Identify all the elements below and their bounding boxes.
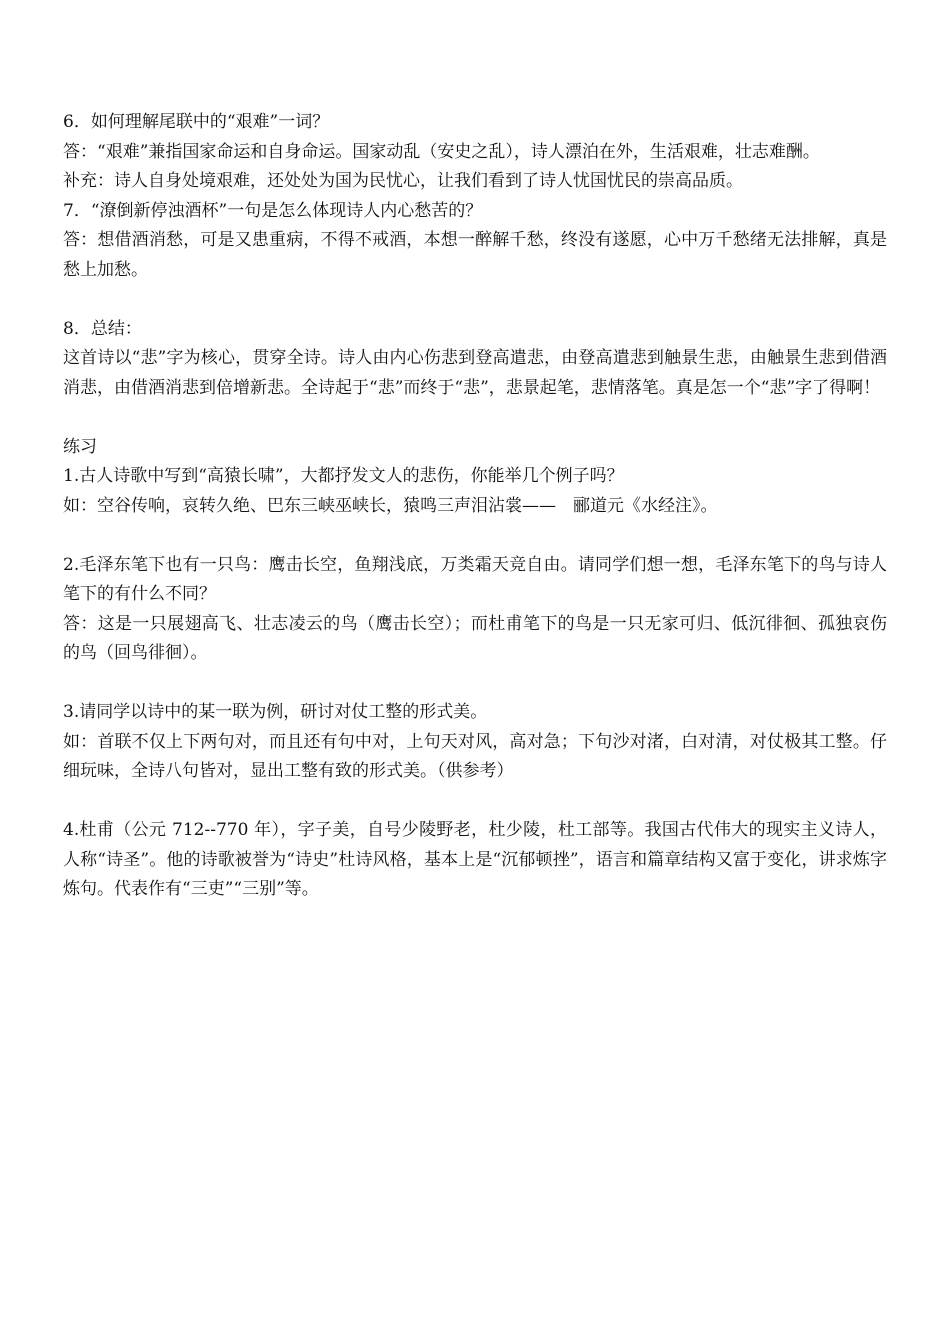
practice-heading: 练习 bbox=[63, 436, 97, 457]
answer-7: 答：想借酒消愁，可是又患重病，不得不戒酒，本想一醉解千愁，终没有遂愿，心中万千愁绪无法排解，真是愁上加愁。 bbox=[63, 230, 887, 280]
spacer bbox=[63, 403, 887, 433]
document-page bbox=[63, 108, 887, 905]
exercise-2-question: 2.毛泽东笔下也有一只鸟：鹰击长空，鱼翔浅底，万类霜天竞自由。请同学们想一想，毛泽东笔下的鸟与诗人笔下的有什么不同？ bbox=[63, 554, 887, 604]
exercise-3-question: 3.请同学以诗中的某一联为例，研讨对仗工整的形式美。 bbox=[63, 702, 488, 722]
summary-heading: 8．总结： bbox=[63, 318, 142, 339]
question-6: 6．如何理解尾联中的“艰难”一词？ bbox=[63, 112, 330, 132]
supplement-6: 补充：诗人自身处境艰难，还处处为国为民忧心，让我们看到了诗人忧国忧民的崇高品质。 bbox=[63, 171, 743, 191]
question-7: 7．“潦倒新停浊酒杯”一句是怎么体现诗人内心愁苦的？ bbox=[63, 200, 483, 221]
spacer bbox=[63, 285, 887, 315]
exercise-1-answer: 如：空谷传响，哀转久绝、巴东三峡巫峡长，猿鸣三声泪沾裳—— 郦道元《水经注》。 bbox=[63, 495, 718, 516]
exercise-1-question: 1.古人诗歌中写到“高猿长啸”，大都抒发文人的悲伤，你能举几个例子吗？ bbox=[63, 466, 624, 486]
spacer bbox=[63, 787, 887, 817]
exercise-3-answer: 如：首联不仅上下两句对，而且还有句中对，上句天对风，高对急；下句沙对渚，白对清，对仗极其工整。仔细玩味，全诗八句皆对，显出工整有致的形式美。（供参考） bbox=[63, 731, 887, 781]
spacer bbox=[63, 669, 887, 699]
exercise-4-text: 4.杜甫（公元 712--770 年），字子美，自号少陵野老，杜少陵，杜工部等。我国古代伟大的现实主义诗人，人称“诗圣”。他的诗歌被誉为“诗史”杜诗风格，基本上是“沉郁顿挫”，语言和篇章结构又富于变化，讲求炼字炼句。代表作有“三吏”“三别”等。 bbox=[63, 820, 887, 899]
answer-6: 答：“艰难”兼指国家命运和自身命运。国家动乱（安史之乱），诗人漂泊在外，生活艰难，壮志难酬。 bbox=[63, 141, 820, 162]
spacer bbox=[63, 521, 887, 551]
exercise-2-answer: 答：这是一只展翅高飞、壮志凌云的鸟（鹰击长空）；而杜甫笔下的鸟是一只无家可归、低沉徘徊、孤独哀伤的鸟（回鸟徘徊）。 bbox=[63, 613, 887, 663]
summary-body: 这首诗以“悲”字为核心，贯穿全诗。诗人由内心伤悲到登高遣悲，由登高遣悲到触景生悲，由触景生悲到借酒消悲，由借酒消悲到倍增新悲。全诗起于“悲”而终于“悲”，悲景起笔，悲情落笔。真是怎一个“悲”字了得啊！ bbox=[63, 348, 887, 398]
